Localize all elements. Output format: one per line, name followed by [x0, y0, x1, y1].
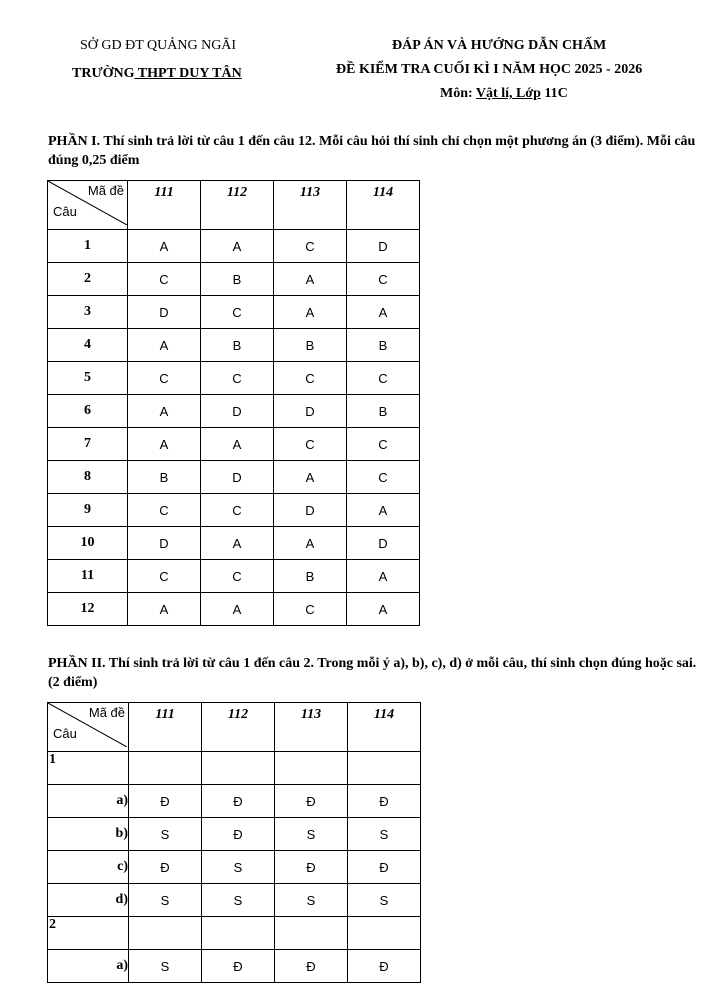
table-row: [48, 395, 420, 428]
part2-answer-table: [47, 702, 421, 983]
part1-header-row: [48, 181, 420, 230]
question-number: 5: [48, 362, 128, 395]
corner-code-label: Mã đề: [87, 183, 124, 198]
empty-cell: [348, 917, 421, 950]
part1-corner-cell: [48, 181, 128, 230]
answer-cell: C: [201, 362, 274, 395]
corner-question-label: Câu: [53, 204, 77, 219]
answer-cell: C: [128, 362, 201, 395]
answer-cell: A: [128, 329, 201, 362]
empty-cell: [202, 752, 275, 785]
answer-cell: B: [347, 395, 420, 428]
answer-cell: B: [201, 263, 274, 296]
answer-cell: A: [128, 395, 201, 428]
answer-cell: A: [347, 494, 420, 527]
subject-prefix: Môn:: [440, 86, 476, 101]
answer-cell: Đ: [348, 785, 421, 818]
answer-cell: D: [274, 494, 347, 527]
question-number: 9: [48, 494, 128, 527]
answer-cell: D: [128, 296, 201, 329]
answer-cell: A: [347, 296, 420, 329]
answer-cell: A: [128, 230, 201, 263]
table-row: [48, 527, 420, 560]
answer-cell: Đ: [275, 851, 348, 884]
exam-code: 114: [348, 703, 421, 752]
answer-cell: C: [347, 362, 420, 395]
answer-cell: S: [275, 884, 348, 917]
statement-label: a): [48, 950, 129, 983]
exam-code: 113: [274, 181, 347, 230]
question-number: 12: [48, 593, 128, 626]
statement-label: d): [48, 884, 129, 917]
statement-label: a): [48, 785, 129, 818]
question-number: 1: [48, 230, 128, 263]
answer-cell: C: [128, 560, 201, 593]
question-number: 3: [48, 296, 128, 329]
answer-cell: S: [129, 818, 202, 851]
question-number: 8: [48, 461, 128, 494]
table-row: [48, 593, 420, 626]
answer-cell: C: [274, 362, 347, 395]
answer-cell: C: [274, 428, 347, 461]
subject-suffix: 11C: [540, 86, 568, 101]
answer-cell: A: [274, 461, 347, 494]
answer-cell: S: [129, 950, 202, 983]
answer-cell: A: [274, 296, 347, 329]
answer-cell: Đ: [202, 785, 275, 818]
answer-cell: B: [201, 329, 274, 362]
empty-cell: [348, 752, 421, 785]
table-row: [48, 461, 420, 494]
empty-cell: [275, 917, 348, 950]
school-name-prefix: TRƯỜNG: [72, 66, 135, 81]
answer-cell: C: [128, 494, 201, 527]
answer-cell: A: [274, 527, 347, 560]
empty-cell: [129, 917, 202, 950]
empty-cell: [202, 917, 275, 950]
answer-cell: B: [274, 329, 347, 362]
table-row: [48, 560, 420, 593]
answer-cell: D: [201, 395, 274, 428]
table-row: [48, 428, 420, 461]
answer-cell: A: [347, 560, 420, 593]
exam-code: 114: [347, 181, 420, 230]
answer-cell: Đ: [202, 818, 275, 851]
statement-row: [48, 950, 421, 983]
answer-cell: A: [128, 593, 201, 626]
statement-label: c): [48, 851, 129, 884]
answer-cell: Đ: [202, 950, 275, 983]
school-name: [72, 66, 242, 82]
part2-corner-cell: [48, 703, 129, 752]
part2-title: PHẦN II. Thí sinh trả lời từ câu 1 đến câu 2. Trong mỗi ý a), b), c), d) ở mỗi câu, thí sinh chọn đúng hoặc sai. (2 điểm): [48, 656, 697, 690]
question-row: [48, 752, 421, 785]
answer-cell: D: [201, 461, 274, 494]
exam-title: ĐỀ KIỂM TRA CUỐI KÌ I NĂM HỌC 2025 - 2026: [336, 62, 643, 77]
question-row: [48, 917, 421, 950]
statement-row: [48, 785, 421, 818]
school-name-underlined: THPT DUY TÂN: [134, 66, 242, 81]
exam-code: 113: [275, 703, 348, 752]
statement-row: [48, 818, 421, 851]
table-row: [48, 263, 420, 296]
part1-answer-table: [47, 180, 420, 626]
exam-code: 111: [129, 703, 202, 752]
answer-cell: B: [128, 461, 201, 494]
exam-code: 112: [201, 181, 274, 230]
part2-header-row: [48, 703, 421, 752]
answer-cell: D: [274, 395, 347, 428]
answer-cell: S: [348, 884, 421, 917]
answer-cell: A: [201, 230, 274, 263]
empty-cell: [129, 752, 202, 785]
department-name: SỞ GD ĐT QUẢNG NGÃI: [80, 38, 237, 53]
table-row: [48, 362, 420, 395]
corner-question-label: Câu: [53, 726, 77, 741]
answer-cell: B: [274, 560, 347, 593]
exam-code: 111: [128, 181, 201, 230]
answer-cell: C: [347, 263, 420, 296]
answer-cell: Đ: [275, 785, 348, 818]
answer-cell: A: [201, 428, 274, 461]
answer-cell: C: [201, 560, 274, 593]
question-number: 2: [48, 917, 129, 950]
question-number: 1: [48, 752, 129, 785]
answer-cell: Đ: [275, 950, 348, 983]
answer-cell: S: [129, 884, 202, 917]
answer-cell: Đ: [129, 851, 202, 884]
answer-cell: S: [202, 884, 275, 917]
question-number: 10: [48, 527, 128, 560]
question-number: 4: [48, 329, 128, 362]
answer-cell: D: [128, 527, 201, 560]
corner-code-label: Mã đề: [88, 705, 125, 720]
empty-cell: [275, 752, 348, 785]
answer-cell: Đ: [348, 851, 421, 884]
table-row: [48, 296, 420, 329]
answer-cell: A: [347, 593, 420, 626]
answer-cell: S: [275, 818, 348, 851]
statement-label: b): [48, 818, 129, 851]
answer-cell: S: [202, 851, 275, 884]
table-row: [48, 494, 420, 527]
answer-cell: C: [274, 230, 347, 263]
question-number: 11: [48, 560, 128, 593]
table-row: [48, 329, 420, 362]
answer-cell: Đ: [348, 950, 421, 983]
answer-cell: A: [128, 428, 201, 461]
question-number: 2: [48, 263, 128, 296]
question-number: 7: [48, 428, 128, 461]
table-row: [48, 230, 420, 263]
answer-cell: A: [201, 527, 274, 560]
answer-cell: C: [201, 494, 274, 527]
document-title: ĐÁP ÁN VÀ HƯỚNG DẪN CHẤM: [392, 38, 607, 53]
subject-line: [440, 86, 568, 102]
answer-cell: C: [347, 428, 420, 461]
answer-cell: A: [201, 593, 274, 626]
exam-code: 112: [202, 703, 275, 752]
answer-cell: D: [347, 527, 420, 560]
statement-row: [48, 884, 421, 917]
answer-cell: D: [347, 230, 420, 263]
answer-cell: A: [274, 263, 347, 296]
answer-cell: C: [274, 593, 347, 626]
answer-cell: Đ: [129, 785, 202, 818]
answer-cell: C: [201, 296, 274, 329]
part1-title: PHẦN I. Thí sinh trả lời từ câu 1 đến câu 12. Mỗi câu hỏi thí sinh chỉ chọn một phương án (3 điểm). Mỗi câu đúng 0,25 điểm: [48, 134, 696, 168]
statement-row: [48, 851, 421, 884]
answer-cell: C: [128, 263, 201, 296]
answer-cell: S: [348, 818, 421, 851]
question-number: 6: [48, 395, 128, 428]
answer-cell: B: [347, 329, 420, 362]
subject-underlined: Vật lí, Lớp: [475, 86, 541, 101]
answer-cell: C: [347, 461, 420, 494]
